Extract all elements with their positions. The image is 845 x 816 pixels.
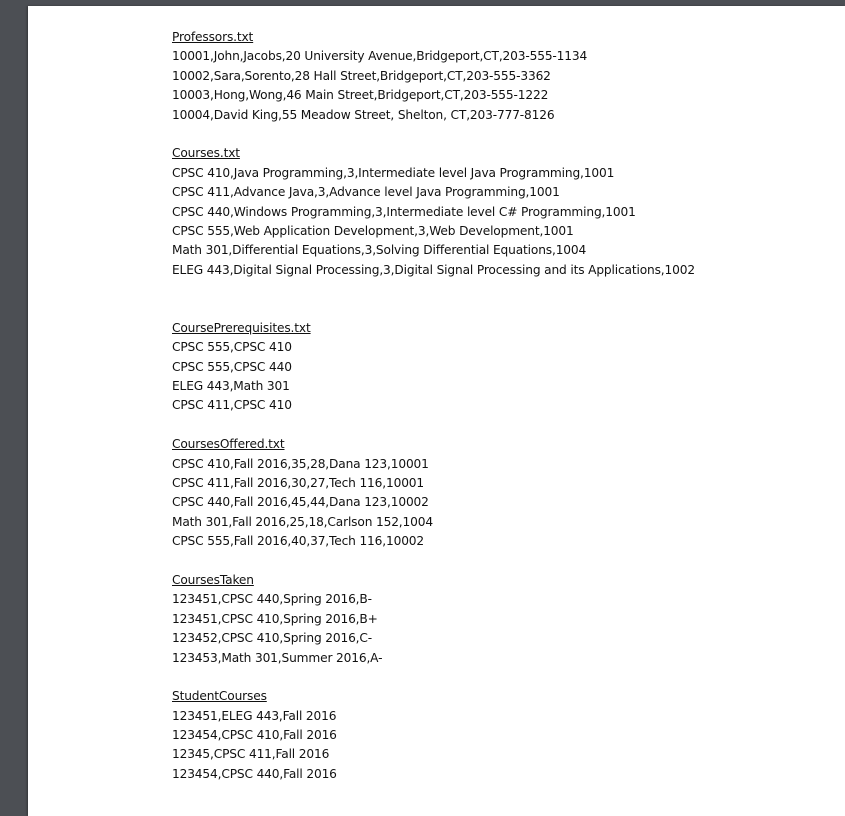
section-student-courses	[172, 687, 695, 784]
text-line: 123454,CPSC 410,Fall 2016	[172, 728, 337, 743]
section-courses	[172, 144, 695, 280]
text-line: 123454,CPSC 440,Fall 2016	[172, 766, 337, 781]
blank-line	[172, 280, 695, 319]
section-title: CoursesOffered.txt	[172, 437, 285, 452]
section-courses-offered	[172, 435, 695, 551]
section-title: CoursePrerequisites.txt	[172, 320, 311, 335]
text-line: CPSC 411,CPSC 410	[172, 398, 292, 413]
blank-line	[172, 416, 695, 435]
text-line: 123452,CPSC 410,Spring 2016,C-	[172, 631, 373, 646]
text-line: CPSC 440,Windows Programming,3,Intermediate level C# Programming,1001	[172, 204, 636, 219]
text-line: 10004,David King,55 Meadow Street, Shelton, CT,203-777-8126	[172, 107, 555, 122]
text-line: ELEG 443,Math 301	[172, 379, 290, 394]
section-course-prerequisites	[172, 319, 695, 416]
text-line: 123451,ELEG 443,Fall 2016	[172, 708, 337, 723]
text-line: CPSC 410,Java Programming,3,Intermediate level Java Programming,1001	[172, 165, 615, 180]
text-line: ELEG 443,Digital Signal Processing,3,Digital Signal Processing and its Applications,1002	[172, 262, 695, 277]
text-line: CPSC 410,Fall 2016,35,28,Dana 123,10001	[172, 456, 429, 471]
section-title: Professors.txt	[172, 30, 254, 44]
text-line: CPSC 555,CPSC 440	[172, 359, 292, 374]
document-page[interactable]	[28, 6, 845, 816]
blank-line	[172, 552, 695, 571]
section-title: Courses.txt	[172, 146, 240, 161]
section-title: CoursesTaken	[172, 572, 254, 587]
page-content	[172, 28, 695, 784]
text-line: Math 301,Fall 2016,25,18,Carlson 152,1004	[172, 514, 433, 529]
text-line: 10003,Hong,Wong,46 Main Street,Bridgeport,CT,203-555-1222	[172, 88, 549, 103]
text-line: 123451,CPSC 440,Spring 2016,B-	[172, 592, 372, 607]
blank-line	[172, 125, 695, 144]
section-title: StudentCourses	[172, 689, 267, 704]
text-line: Math 301,Differential Equations,3,Solving Differential Equations,1004	[172, 243, 587, 258]
text-line: 123453,Math 301,Summer 2016,A-	[172, 650, 383, 665]
text-line: CPSC 555,CPSC 410	[172, 340, 292, 355]
text-line: 10002,Sara,Sorento,28 Hall Street,Bridgeport,CT,203-555-3362	[172, 68, 551, 83]
text-line: CPSC 440,Fall 2016,45,44,Dana 123,10002	[172, 495, 429, 510]
text-line: CPSC 555,Fall 2016,40,37,Tech 116,10002	[172, 534, 425, 549]
section-courses-taken	[172, 571, 695, 668]
section-professors	[172, 28, 695, 125]
text-line: 10001,John,Jacobs,20 University Avenue,Bridgeport,CT,203-555-1134	[172, 49, 588, 64]
blank-line	[172, 668, 695, 687]
text-line: 12345,CPSC 411,Fall 2016	[172, 747, 330, 762]
text-line: CPSC 555,Web Application Development,3,Web Development,1001	[172, 223, 574, 238]
text-line: CPSC 411,Advance Java,3,Advance level Java Programming,1001	[172, 185, 560, 200]
text-line: CPSC 411,Fall 2016,30,27,Tech 116,10001	[172, 476, 425, 490]
text-line: 123451,CPSC 410,Spring 2016,B+	[172, 611, 378, 626]
